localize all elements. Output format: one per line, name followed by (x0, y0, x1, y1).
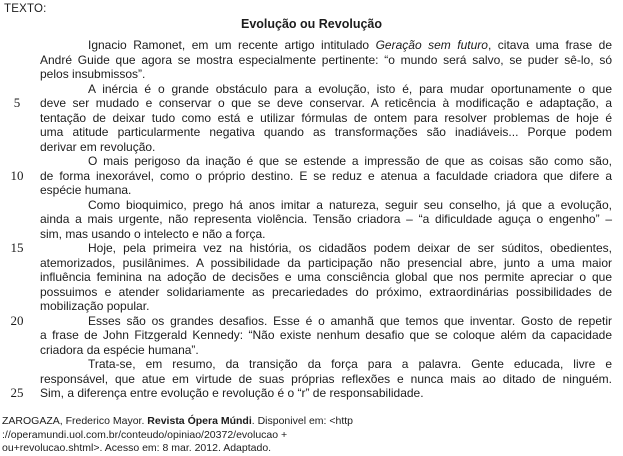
text-line (0, 212, 623, 227)
line-text (40, 270, 623, 285)
plain-text: ZAROGAZA, Frederico Mayor. (2, 415, 148, 427)
line-number (0, 140, 34, 155)
text-line (0, 38, 623, 53)
plain-text: atemorizados, pusilânimes. A possibilidade da participação não presencial abre, junto a uma maior (40, 255, 612, 270)
text-line (0, 285, 623, 300)
plain-text: O mais perigoso da inação é que se estende a impressão de que as coisas são como são, (88, 154, 612, 168)
line-number (0, 111, 34, 126)
texto-label: TEXTO: (4, 3, 47, 15)
plain-text: pelos insubmissos”. (40, 67, 146, 81)
plain-text: influência feminina na adoção de decisões e uma consciência global que nos permite apreciar o que (40, 270, 612, 284)
line-text (40, 67, 623, 82)
text-line (0, 386, 623, 401)
citation-line (2, 415, 620, 442)
line-text (40, 212, 623, 227)
plain-text: ainda a mais urgente, não representa violência. Tensão criadora – “a dificuldade aguça o engenho” – (40, 212, 612, 226)
line-number: 5 (13, 95, 21, 110)
text-line (0, 169, 623, 184)
citation-line (2, 442, 620, 456)
text-line (0, 125, 623, 140)
plain-text: derivar em revolução. (40, 139, 156, 154)
plain-text: responsável, que atue em virtude de suas próprias reflexões e nunca mais ao ditado de ninguém. (40, 371, 612, 386)
text-line (0, 328, 623, 343)
line-text (40, 256, 623, 271)
plain-text: . Disponivel em: <http ://operamundi.uol.com.br/conteudo/opiniao/20372/evolucao + (2, 415, 354, 441)
plain-text: sim, mas usando o intelecto e não a força. (40, 226, 266, 241)
line-number: 15 (10, 240, 24, 255)
line-text (40, 372, 623, 387)
line-number: 10 (10, 167, 24, 183)
text-line (0, 227, 623, 242)
text-body (0, 38, 623, 401)
line-number (0, 270, 34, 285)
line-text (40, 314, 623, 329)
line-text (40, 111, 623, 126)
plain-text: deve ser mudado e conservar o que se deve conservar. A reticência à modificação e adaptação, a (40, 96, 612, 110)
line-number (0, 183, 34, 198)
page-title: Evolução ou Revolução (240, 17, 382, 31)
plain-text: a frase de John Fitzgerald Kennedy: “Não existe nenhum desafio que se coloque além da capacidade (40, 328, 612, 342)
text-line (0, 67, 623, 82)
bold-text: Revista Ópera Múndi (147, 415, 252, 427)
text-line (0, 154, 623, 169)
line-number (0, 125, 34, 140)
line-text (40, 227, 623, 242)
plain-text: espécie humana. (40, 183, 132, 197)
plain-text: Trata-se, em resumo, da transição da força para a palavra. Gente educada, livre e (88, 357, 612, 371)
line-text (40, 169, 623, 184)
line-text (40, 328, 623, 343)
text-line (0, 82, 623, 97)
line-number: 25 (10, 385, 24, 400)
plain-text: Hoje, pela primeira vez na história, os cidadãos podem deixar de ser súditos, obedientes, (88, 241, 612, 255)
text-line (0, 96, 623, 111)
plain-text: Como bioquimico, prego há anos imitar a natureza, seguir seu conselho, já que a evolução, (88, 197, 612, 212)
plain-text: uma atitude particularmente negativa quando as transformações são inadiáveis... Porque podem (40, 125, 612, 139)
line-text (40, 140, 623, 155)
plain-text: ou+revolucao.shtml>. Acesso em: 8 mar. 2012. Adaptado. (2, 442, 272, 454)
text-line (0, 140, 623, 155)
text-line (0, 299, 623, 314)
line-text (40, 386, 623, 401)
line-text (40, 357, 623, 372)
line-text (40, 38, 623, 53)
line-number: 20 (10, 312, 24, 328)
plain-text: Ignacio Ramonet, em um recente artigo intitulado (88, 38, 376, 52)
line-number (0, 299, 34, 314)
line-number (0, 343, 34, 358)
line-number (0, 256, 34, 271)
plain-text: , citava uma frase de (487, 38, 612, 52)
plain-text: A inércia é o grande obstáculo para a evolução, isto é, para mudar oportunamente o que (88, 81, 612, 96)
italic-text: Geração sem futuro (375, 38, 488, 52)
line-text (40, 53, 623, 68)
line-text (40, 198, 623, 213)
text-line (0, 198, 623, 213)
line-text (40, 154, 623, 169)
plain-text: possuimos e atender solidariamente as precariedades do próximo, extraordinárias possibilidades de (40, 284, 612, 299)
line-text (40, 285, 623, 300)
text-line (0, 53, 623, 68)
citation (2, 415, 620, 456)
text-line (0, 256, 623, 271)
line-text (40, 343, 623, 358)
line-number (0, 372, 34, 387)
text-line (0, 111, 623, 126)
line-text (40, 299, 623, 314)
line-number (0, 82, 34, 97)
plain-text: de forma inexorável, como o próprio destino. E se reduz e atenua a faculdade criadora que difere a (40, 168, 612, 183)
line-number (0, 212, 34, 227)
plain-text: Esses são os grandes desafios. Esse é o amanhã que temos que inventar. Gosto de repetir (88, 313, 612, 328)
text-line (0, 241, 623, 256)
text-line (0, 343, 623, 358)
plain-text: tentação de deixar tudo como está e utilizar fórmulas de ontem para resolver problemas de hoje é (40, 110, 612, 125)
line-text (40, 82, 623, 97)
line-text (40, 241, 623, 256)
line-number (0, 38, 34, 53)
text-line (0, 372, 623, 387)
line-text (40, 96, 623, 111)
plain-text: André Guide que agora se mostra especialmente pertinente: “o mundo será salvo, se puder sê-lo, só (40, 52, 612, 67)
text-line (0, 270, 623, 285)
plain-text: criadora da espécie humana”. (40, 342, 199, 357)
text-line (0, 183, 623, 198)
line-text (40, 183, 623, 198)
line-number (0, 357, 34, 372)
line-number (0, 285, 34, 300)
text-line (0, 357, 623, 372)
line-number (0, 154, 34, 169)
plain-text: Sim, a diferença entre evolução e revolução é o “r” de responsabilidade. (40, 386, 424, 400)
line-text (40, 125, 623, 140)
text-line (0, 314, 623, 329)
line-number (0, 67, 34, 82)
line-number (0, 53, 34, 68)
line-number (0, 227, 34, 242)
plain-text: mobilização popular. (40, 299, 150, 313)
line-number (0, 198, 34, 213)
line-number (0, 328, 34, 343)
